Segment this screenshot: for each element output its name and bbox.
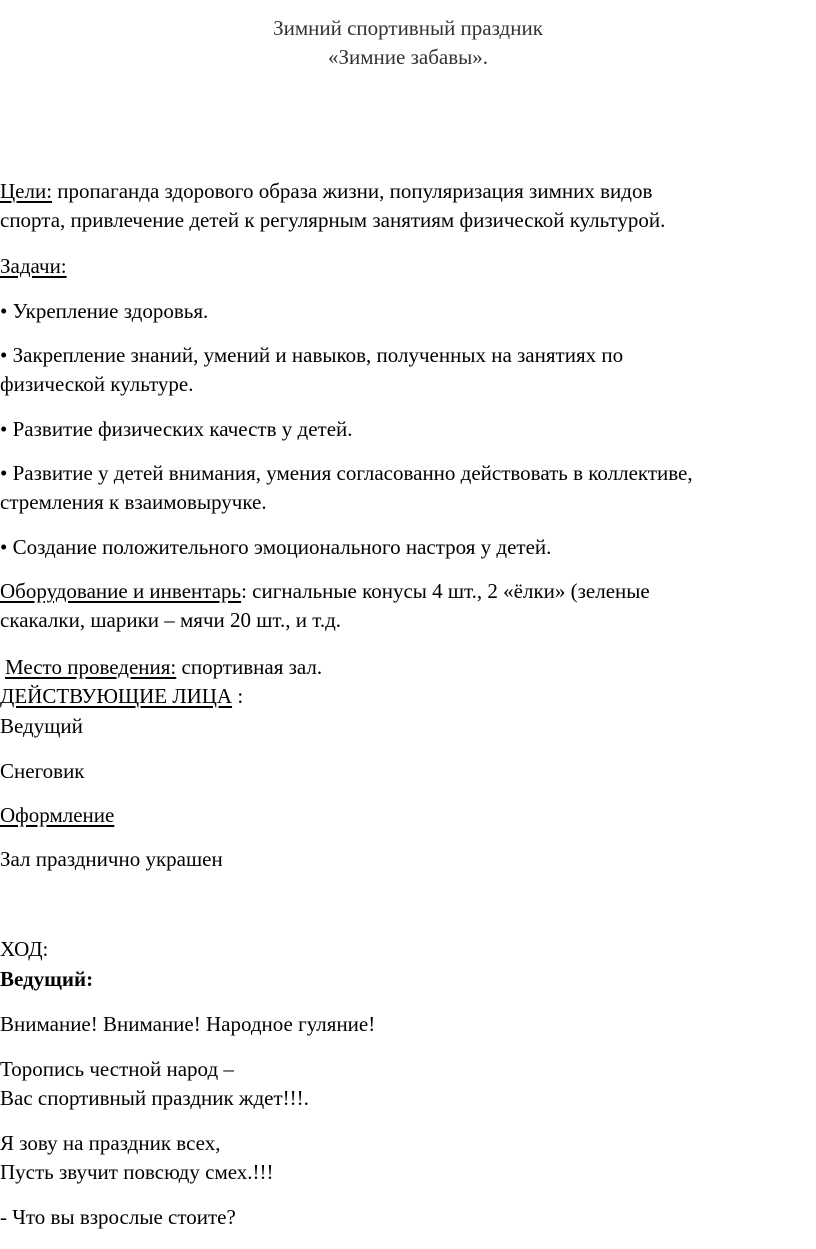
dialogue-line: - Что вы взрослые стоите? bbox=[0, 1205, 236, 1229]
dialogue-line: Пусть звучит повсюду смех.!!! bbox=[0, 1160, 274, 1184]
character-item: Ведущий bbox=[0, 714, 83, 738]
equipment-text-1: : сигнальные конусы 4 шт., 2 «ёлки» (зеленые bbox=[241, 579, 650, 603]
venue-label: Место проведения: bbox=[5, 655, 177, 679]
dialogue-line: Вас спортивный праздник ждет!!!. bbox=[0, 1086, 309, 1110]
characters-label: ДЕЙСТВУЮЩИЕ ЛИЦА bbox=[0, 684, 233, 708]
course-label: ХОД: bbox=[0, 937, 49, 961]
title-line-1: Зимний спортивный праздник bbox=[273, 16, 543, 40]
decoration-label: Оформление bbox=[0, 803, 115, 827]
goals-label: Цели: bbox=[0, 179, 53, 203]
task-item: • Развитие физических качеств у детей. bbox=[0, 417, 353, 441]
characters-heading bbox=[0, 683, 243, 709]
task-item-continued: физической культуре. bbox=[0, 372, 194, 396]
task-item: • Закрепление знаний, умений и навыков, полученных на занятиях по bbox=[0, 343, 624, 367]
decoration-text: Зал празднично украшен bbox=[0, 847, 223, 871]
characters-suffix: : bbox=[232, 684, 244, 708]
goals-paragraph bbox=[0, 178, 652, 204]
task-item: • Создание положительного эмоционального настроя у детей. bbox=[0, 535, 552, 559]
equipment-paragraph bbox=[0, 578, 650, 604]
task-item-continued: стремления к взаимовыручке. bbox=[0, 490, 267, 514]
venue-text: спортивная зал. bbox=[176, 655, 323, 679]
speaker-label: Ведущий: bbox=[0, 967, 94, 991]
task-item: • Развитие у детей внимания, умения согласованно действовать в коллективе, bbox=[0, 461, 693, 485]
task-item: • Укрепление здоровья. bbox=[0, 299, 209, 323]
venue-paragraph bbox=[5, 654, 322, 680]
goals-text-2: спорта, привлечение детей к регулярным занятиям физической культурой. bbox=[0, 208, 666, 232]
equipment-label: Оборудование и инвентарь bbox=[0, 579, 242, 603]
equipment-text-2: скакалки, шарики – мячи 20 шт., и т.д. bbox=[0, 608, 342, 632]
character-item: Снеговик bbox=[0, 759, 85, 783]
title-line-2: «Зимние забавы». bbox=[328, 45, 488, 69]
dialogue-line: Внимание! Внимание! Народное гуляние! bbox=[0, 1012, 376, 1036]
goals-text-1: пропаганда здорового образа жизни, популяризация зимних видов bbox=[52, 179, 653, 203]
dialogue-line: Торопись честной народ – bbox=[0, 1057, 234, 1081]
tasks-label: Задачи: bbox=[0, 254, 67, 278]
dialogue-line: Я зову на праздник всех, bbox=[0, 1131, 221, 1155]
